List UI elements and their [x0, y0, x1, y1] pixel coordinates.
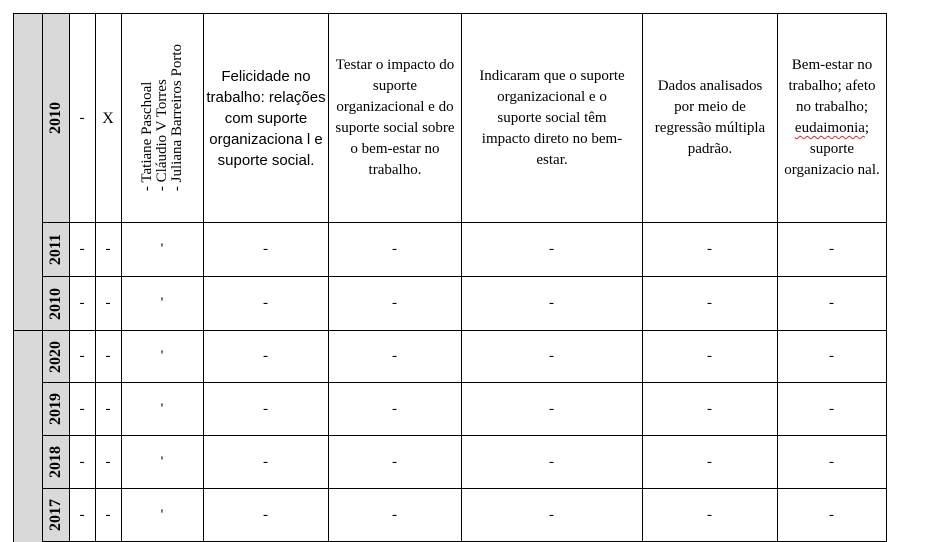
keywords-text: Bem-estar no trabalho; afeto no trabalho; — [788, 57, 876, 115]
marker-cell: X — [102, 109, 114, 127]
group-band-top — [13, 13, 42, 330]
year-label: 2020 — [47, 340, 64, 373]
keywords-cell: - — [829, 241, 834, 257]
objective-cell: - — [392, 453, 397, 470]
year-cell — [42, 223, 69, 276]
col-divider — [886, 13, 887, 542]
method-cell: - — [707, 295, 712, 311]
marker-cell: - — [79, 453, 85, 470]
objective-cell: - — [392, 295, 397, 311]
keywords-cell: - — [829, 295, 834, 311]
authors-cell: ' — [160, 506, 164, 523]
year-cell — [42, 331, 69, 382]
authors-cell: ' — [160, 400, 164, 417]
results-cell: - — [549, 453, 554, 470]
title-cell: - — [263, 506, 268, 523]
keywords-cell: - — [829, 506, 834, 523]
marker-cell: - — [105, 453, 111, 470]
marker-cell: - — [105, 506, 111, 523]
marker-cell: - — [79, 506, 85, 523]
title-cell: - — [263, 453, 268, 470]
keywords-cell: - — [829, 400, 834, 417]
year-cell — [42, 383, 69, 435]
authors-cell: ' — [160, 453, 164, 470]
results-cell: - — [549, 295, 554, 311]
results-cell: - — [549, 348, 554, 364]
marker-cell: - — [79, 348, 85, 364]
method-cell: - — [707, 506, 712, 523]
year-cell — [42, 436, 69, 488]
title-cell: - — [263, 400, 268, 417]
col-divider — [13, 13, 14, 542]
author-name: - Juliana Barreiros Porto — [168, 44, 185, 192]
objective-cell: - — [392, 400, 397, 417]
title-cell: Felicidade no trabalho: relações com suporte organizaciona l e suporte social. — [206, 67, 326, 169]
year-cell — [42, 489, 69, 541]
year-label: 2018 — [47, 446, 64, 478]
objective-cell: Testar o impacto do suporte organizacional e do suporte social sobre o bem-estar no trabalho. — [335, 57, 455, 178]
results-cell: Indicaram que o suporte organizacional e o suporte social têm impacto direto no bem-estar. — [479, 67, 625, 168]
title-cell: - — [263, 241, 268, 257]
keywords-cell: - — [829, 348, 834, 364]
spellcheck-flagged-word: eudaimonia — [794, 120, 865, 136]
method-cell: - — [707, 400, 712, 417]
marker-cell: - — [105, 295, 111, 311]
year-label: 2017 — [47, 499, 64, 531]
authors-cell: ' — [160, 295, 164, 311]
objective-cell: - — [392, 348, 397, 364]
marker-cell: - — [105, 400, 111, 417]
marker-cell: - — [79, 241, 85, 257]
marker-cell: - — [79, 109, 85, 126]
results-cell: - — [549, 506, 554, 523]
title-cell: - — [263, 348, 268, 364]
keywords-cell — [781, 14, 883, 222]
year-label: 2019 — [47, 393, 64, 425]
year-cell — [42, 277, 69, 330]
authors-cell: ' — [160, 241, 164, 257]
keywords-cell: - — [829, 453, 834, 470]
method-cell: - — [707, 241, 712, 257]
title-cell: - — [263, 295, 268, 311]
year-cell — [42, 14, 69, 222]
year-label: 2011 — [47, 233, 64, 266]
method-cell: Dados analisados por meio de regressão múltipla padrão. — [654, 78, 766, 157]
marker-cell: - — [105, 241, 111, 257]
year-label: 2010 — [47, 287, 64, 320]
method-cell: - — [707, 348, 712, 364]
authors-cell — [121, 14, 203, 222]
results-cell: - — [549, 241, 554, 257]
objective-cell: - — [392, 241, 397, 257]
authors-cell: ' — [160, 348, 164, 364]
marker-cell: - — [105, 348, 111, 364]
marker-cell: - — [79, 400, 85, 417]
author-name: - Tatiane Paschoal — [138, 82, 155, 192]
keywords-text: ; suporte organizacio nal. — [784, 120, 880, 178]
method-cell: - — [707, 453, 712, 470]
group-band-bottom — [13, 330, 42, 542]
year-label: 2010 — [47, 102, 64, 134]
results-cell: - — [549, 400, 554, 417]
marker-cell: - — [79, 295, 85, 311]
objective-cell: - — [392, 506, 397, 523]
author-name: - Cláudio V Torres — [153, 79, 170, 192]
